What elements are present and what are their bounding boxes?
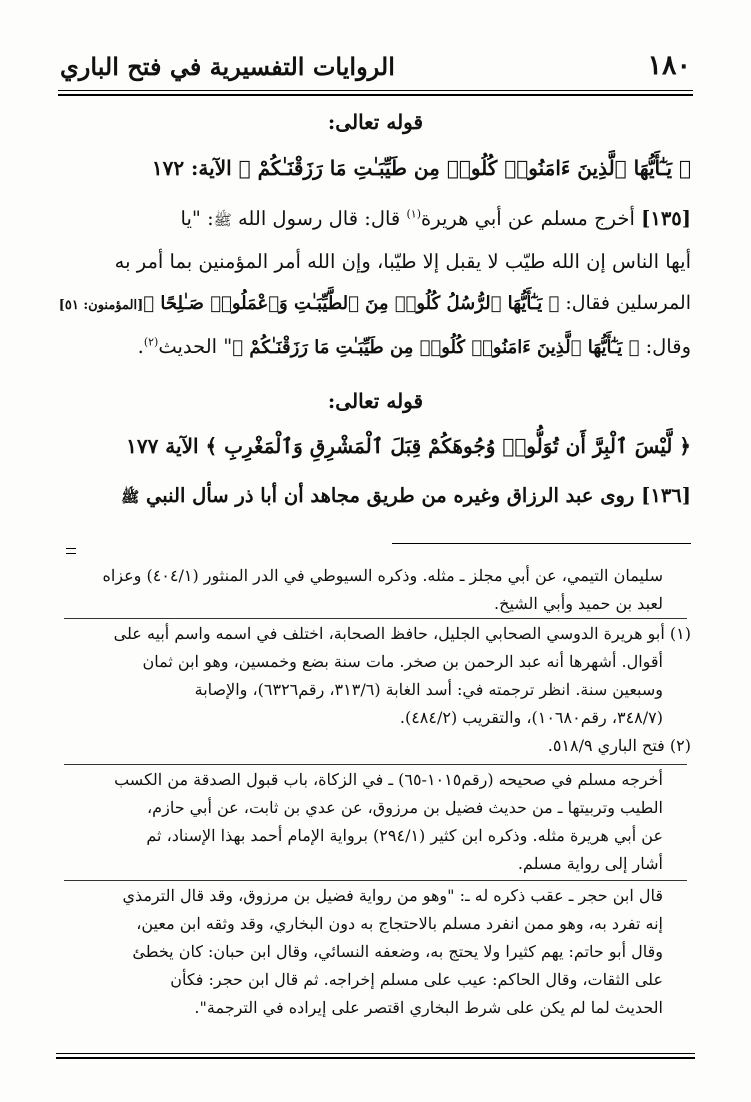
hadith-number: [١٣٦] (641, 484, 691, 507)
text-segment: روى عبد الرزاق وغيره من طريق مجاهد أن أبا ذر سأل النبي (139, 484, 635, 507)
running-header (60, 50, 691, 86)
footnote-separator (392, 543, 691, 544)
footnote-continuation-line: سليمان التيمي، عن أبي مجلز ـ مثله. وذكره السيوطي في الدر المنثور (٤٠٤/١) وعزاه (102, 566, 663, 585)
verse-172 (60, 156, 691, 180)
appended-note-line: الحديث لما لم يكن على شرط البخاري اقتصر على إيراده في الترجمة". (194, 998, 663, 1017)
verse-text: ﴿ لَّيْسَ ٱلْبِرَّ أَن تُوَلُّوا۟ وُجُوهَكُمْ قِبَلَ ٱلْمَشْرِقِ وَٱلْمَغْرِبِ ﴾ (205, 434, 691, 458)
footnote-divider (64, 764, 687, 765)
text-segment: المرسلين فقال: (559, 292, 691, 314)
section-heading-1: قوله تعالى: (327, 110, 424, 134)
footnote-2-line: (٢) فتح الباري ٥١٨/٩. (547, 736, 691, 755)
verse-citation: [المؤمنون: ٥١] (58, 298, 144, 313)
hadith-135-line-3 (60, 292, 691, 314)
footnote-1-line: أقوال. أشهرها أنه عبد الرحمن بن صخر. مات سنة بضع وخمسين، وهو ابن ثمان (142, 652, 663, 671)
text-segment: أخرج مسلم عن أبي هريرة (420, 207, 635, 230)
appended-note-line: الطيب وتربيتها ـ من حديث فضيل بن مرزوق، عن عدي بن ثابت، عن أبي حازم، (147, 798, 663, 817)
hadith-135-line-1 (60, 207, 691, 233)
page-number: ١٨٠ (647, 50, 691, 81)
verse-reference: الآية ١٧٧ (126, 434, 199, 458)
salla-symbol: ﷺ (121, 488, 140, 506)
hadith-136-line-1 (60, 484, 691, 510)
hadith-135-line-4 (60, 335, 691, 358)
header-rule-thin (58, 90, 693, 91)
verse-reference: الآية: ١٧٢ (151, 156, 232, 180)
appended-note-line: قال ابن حجر ـ عقب ذكره له ـ: "وهو من رواية فضيل بن مرزوق، وقد قال الترمذي (122, 886, 663, 905)
text-segment: وقال: (639, 335, 691, 358)
continuation-mark (66, 548, 76, 554)
footnote-1-line: وسبعين سنة. انظر ترجمته في: أسد الغابة (٣١٣/٦، رقم٦٣٢٦)، والإصابة (194, 680, 663, 699)
footnote-marker-1: (١) (406, 207, 421, 221)
verse-text: ﴿ يَـٰٓأَيُّهَا ٱلَّذِينَ ءَامَنُوا۟ كُلُوا۟ مِن طَيِّبَـٰتِ مَا رَزَقْنَـٰكُمْ ﴾ (238, 156, 691, 180)
text-segment: قال: قال رسول الله (231, 207, 407, 230)
appended-note-line: على الثقات، وقال الحاكم: عيب على مسلم إخراجه. ثم قال ابن حجر: فكأن (170, 970, 663, 989)
section-heading-2: قوله تعالى: (327, 389, 424, 413)
appended-note-line: أشار إلى رواية مسلم. (517, 854, 663, 873)
salla-symbol: ﷺ (213, 211, 232, 229)
text-segment: : "يا (180, 207, 214, 230)
text-segment: . (137, 335, 144, 358)
hadith-number: [١٣٥] (641, 207, 691, 230)
footnote-divider (64, 880, 687, 881)
header-rule-thick (58, 94, 693, 96)
book-title: الروايات التفسيرية في فتح الباري (60, 52, 395, 81)
hadith-135-line-2: أيها الناس إن الله طيّب لا يقبل إلا طيّبا، وإن الله أمر المؤمنين بما أمر به (114, 250, 691, 273)
appended-note-line: وقال أبو حاتم: يهم كثيرا ولا يحتج به، وضعفه النسائي، وقال ابن حبان: كان يخطئ (132, 942, 663, 961)
appended-note-line: إنه تفرد به، وهو ممن انفرد مسلم بالاحتجاج به دون البخاري، وقد وثقه ابن معين، (136, 914, 663, 933)
footnote-1-line: (١) أبو هريرة الدوسي الصحابي الجليل، حافظ الصحابة، اختلف في اسمه واسم أبيه على (113, 624, 691, 643)
footnote-marker-2: (٢) (143, 335, 159, 349)
appended-note-line: أخرجه مسلم في صحيحه (رقم١٠١٥-٦٥) ـ في الزكاة، باب قبول الصدقة من الكسب (114, 770, 663, 789)
footnote-1-line: (٣٤٨/٧، رقم١٠٦٨٠)، والتقريب (٤٨٤/٢). (399, 708, 663, 727)
text-segment: " الحديث (158, 335, 233, 358)
footnote-divider (64, 618, 687, 619)
quoted-verse: ﴿ يَـٰٓأَيُّهَا ٱلَّذِينَ ءَامَنُوا۟ كُلُوا۟ مِن طَيِّبَـٰتِ مَا رَزَقْنَـٰكُمْ ﴾ (232, 337, 640, 358)
footnote-continuation-line: لعبد بن حميد وأبي الشيخ. (494, 594, 663, 613)
appended-note-line: عن أبي هريرة مثله. وذكره ابن كثير (٢٩٤/١) برواية الإمام أحمد بهذا الإسناد، ثم (146, 826, 663, 845)
footer-rule-thick (56, 1057, 695, 1059)
verse-177 (60, 434, 691, 458)
quoted-verse: ﴿ يَـٰٓأَيُّهَا ٱلرُّسُلُ كُلُوا۟ مِنَ ٱلطَّيِّبَـٰتِ وَٱعْمَلُوا۟ صَـٰلِحًا ﴾ (143, 293, 560, 314)
footer-rule-thin (56, 1053, 695, 1054)
